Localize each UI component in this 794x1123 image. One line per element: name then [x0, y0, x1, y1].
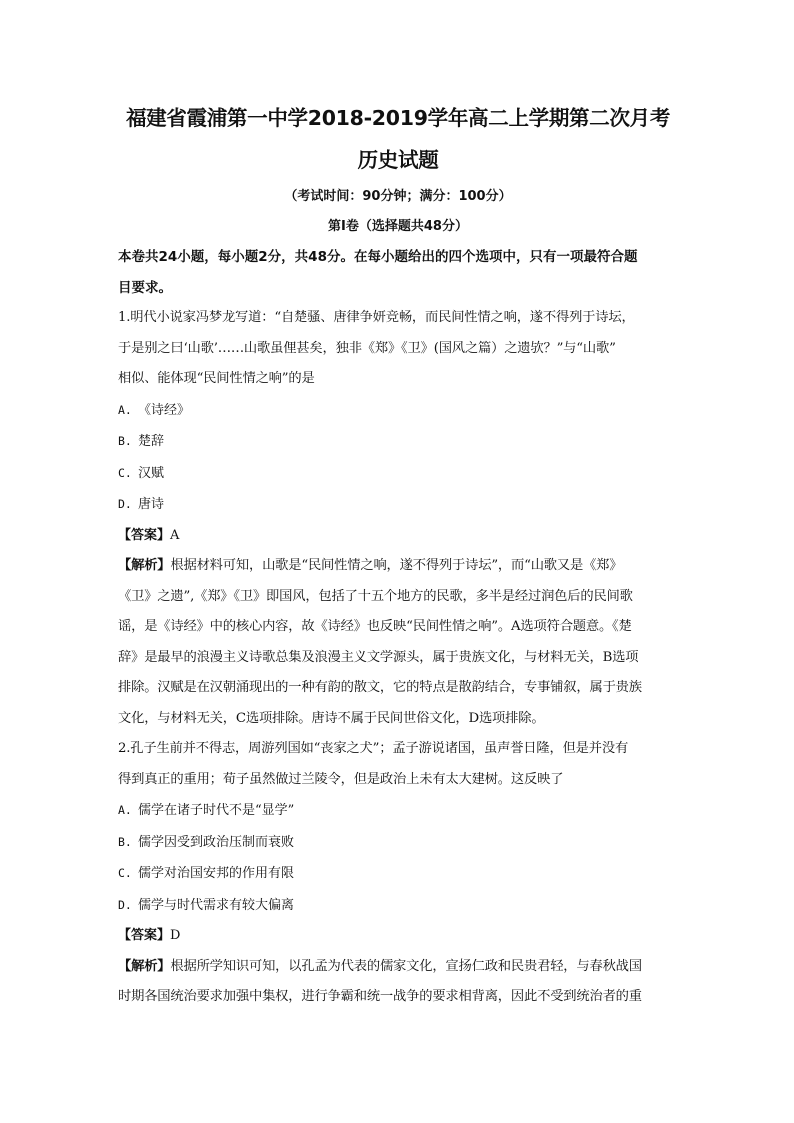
option-letter: A. — [118, 402, 132, 417]
question-2-answer — [118, 921, 678, 952]
question-2-option-a — [118, 795, 678, 827]
analysis-text: 根据材料可知，山歌是“民间性情之响，遂不得列于诗坛”，而“山歌又是《郑》 — [170, 558, 623, 573]
option-text: 儒学因受到政治压制而衰败 — [138, 834, 295, 850]
option-letter: B. — [118, 434, 132, 448]
question-2-stem-line: 得到真正的重用；荀子虽然做过兰陵令，但是政治上未有太大建树。这反映了 — [118, 771, 564, 787]
option-text: 儒学与时代需求有较大偏离 — [138, 897, 295, 913]
option-letter: B. — [118, 834, 132, 849]
analysis-text: 根据所学知识可知，以孔孟为代表的儒家文化，宣扬仁政和民贵君轻，与春秋战国 — [170, 958, 642, 974]
instructions-line-1: 本卷共24小题，每小题2分，共48分。在每小题给出的四个选项中，只有一项最符合题 — [118, 249, 638, 265]
document-page — [118, 102, 678, 1013]
option-text: 唐诗 — [138, 497, 165, 512]
document-subtitle: 历史试题 — [357, 148, 439, 172]
question-2-stem-line: 2.孔子生前并不得志，周游列国如“丧家之犬”；孟子游说诸国，虽声誉日隆，但是并没有 — [118, 741, 629, 756]
option-text: 儒学对治国安邦的作用有限 — [138, 866, 295, 881]
question-2-analysis-line: 时期各国统治要求加强中集权，进行争霸和统一战争的要求相背离，因此不受到统治者的重 — [118, 989, 642, 1004]
answer-label: 【答案】 — [118, 928, 171, 943]
question-1-stem-line: 相似、能体现“民间性情之响”的是 — [118, 371, 315, 386]
option-text: 儒学在诸子时代不是“显学” — [138, 803, 295, 818]
question-1-analysis-line: 文化，与材料无关，C选项排除。唐诗不属于民间世俗文化，D选项排除。 — [118, 710, 545, 726]
exam-info: （考试时间：90分钟；满分：100分） — [284, 189, 512, 204]
question-2-option-c — [118, 858, 678, 890]
analysis-label: 【解析】 — [118, 958, 171, 974]
question-1-analysis-line: 辞》是最早的浪漫主义诗歌总集及浪漫主义文学源头，属于贵族文化，与材料无关，B选项 — [118, 649, 639, 665]
question-1-option-c — [118, 458, 678, 490]
question-1-analysis-line: 《卫》之遗”,《郑》《卫》即国风，包括了十五个地方的民歌，多半是经过润色后的民间歌 — [118, 588, 633, 604]
question-2-option-d — [118, 890, 678, 922]
option-text: 楚辞 — [138, 434, 165, 449]
instructions-line-2: 目要求。 — [118, 279, 172, 296]
option-letter: C. — [118, 866, 132, 880]
question-1-option-b — [118, 426, 678, 458]
question-2-option-b — [118, 827, 678, 859]
question-1-stem-line: 于是别之曰‘山歌’……山歌虽俚甚矣，独非《郑》《卫》(国风之篇）之遗欤？”与“山歌” — [118, 340, 616, 356]
answer-label: 【答案】 — [118, 527, 171, 543]
question-1-analysis-line: 谣，是《诗经》中的核心内容，故《诗经》也反映“民间性情之响”。A选项符合题意。《楚 — [118, 619, 632, 634]
option-letter: C. — [118, 465, 132, 480]
option-letter: D. — [118, 897, 132, 912]
question-2 — [118, 734, 678, 1013]
question-1-stem-line: 1.明代小说家冯梦龙写道：“自楚骚、唐律争妍竞畅，而民间性情之响，遂不得列于诗坛， — [118, 310, 635, 325]
answer-value: D — [170, 928, 181, 943]
question-1-answer — [118, 521, 678, 552]
question-1 — [118, 303, 678, 734]
option-letter: D. — [118, 497, 132, 511]
answer-value: A — [170, 527, 180, 543]
document-title: 福建省霞浦第一中学2018-2019学年高二上学期第二次月考 — [125, 106, 671, 130]
section-title: 第Ⅰ卷（选择题共48分） — [328, 219, 468, 234]
question-1-option-a — [118, 395, 678, 427]
question-1-analysis-line: 排除。汉赋是在汉朝涌现出的一种有韵的散文，它的特点是散韵结合，专事铺叙，属于贵族 — [118, 680, 642, 695]
option-text: 汉赋 — [138, 465, 165, 481]
analysis-label: 【解析】 — [118, 558, 171, 573]
question-1-analysis-line — [118, 551, 678, 582]
question-1-option-d — [118, 489, 678, 521]
question-2-analysis-line — [118, 952, 678, 983]
option-letter: A. — [118, 803, 132, 817]
option-text: 《诗经》 — [138, 402, 191, 418]
